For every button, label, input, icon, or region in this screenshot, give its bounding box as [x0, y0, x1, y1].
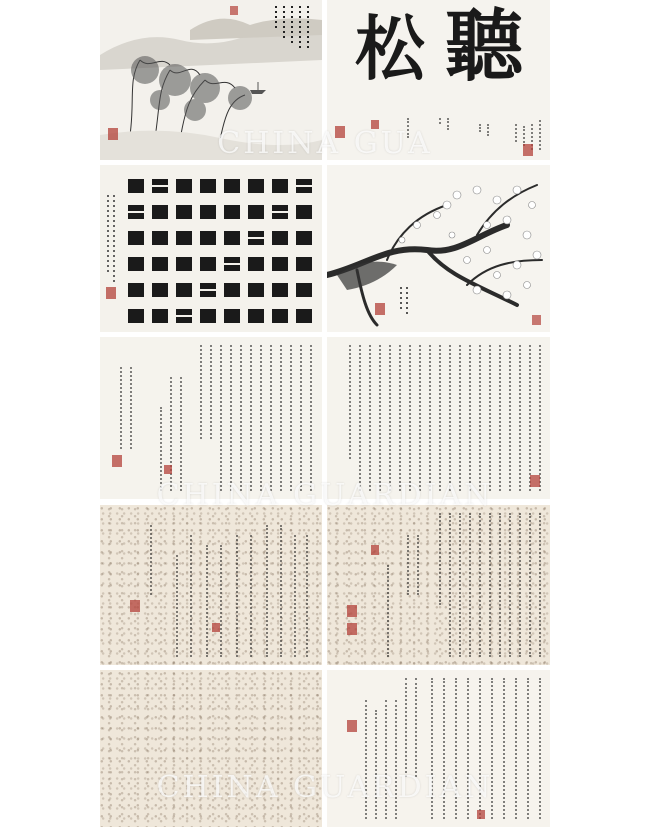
- title-character-2: 松: [355, 7, 425, 90]
- clerical-script-leaf: [100, 165, 322, 332]
- watermark-middle: CHINA GUARDIAN: [156, 478, 494, 513]
- clerical-script: [100, 165, 322, 332]
- title-calligraphy-leaf: [327, 0, 550, 160]
- colophon-leaf-2: [327, 337, 550, 499]
- plum-blossom-painting: [327, 165, 550, 332]
- title-character-1: 聽: [445, 1, 524, 92]
- plum-blossom-leaf: [327, 165, 550, 332]
- blank-speckled-leaf: [100, 670, 322, 827]
- landscape-painting-leaf: [100, 0, 322, 160]
- watermark-bottom: CHINA GUARDIAN: [156, 770, 494, 805]
- colophon-leaf-1: [100, 337, 322, 499]
- landscape-painting: [100, 0, 322, 160]
- colophon-leaf-3: [100, 505, 322, 665]
- colophon-leaf-5: [327, 670, 550, 827]
- watermark-top: CHINA GUA: [217, 126, 433, 161]
- colophon-leaf-4: [327, 505, 550, 665]
